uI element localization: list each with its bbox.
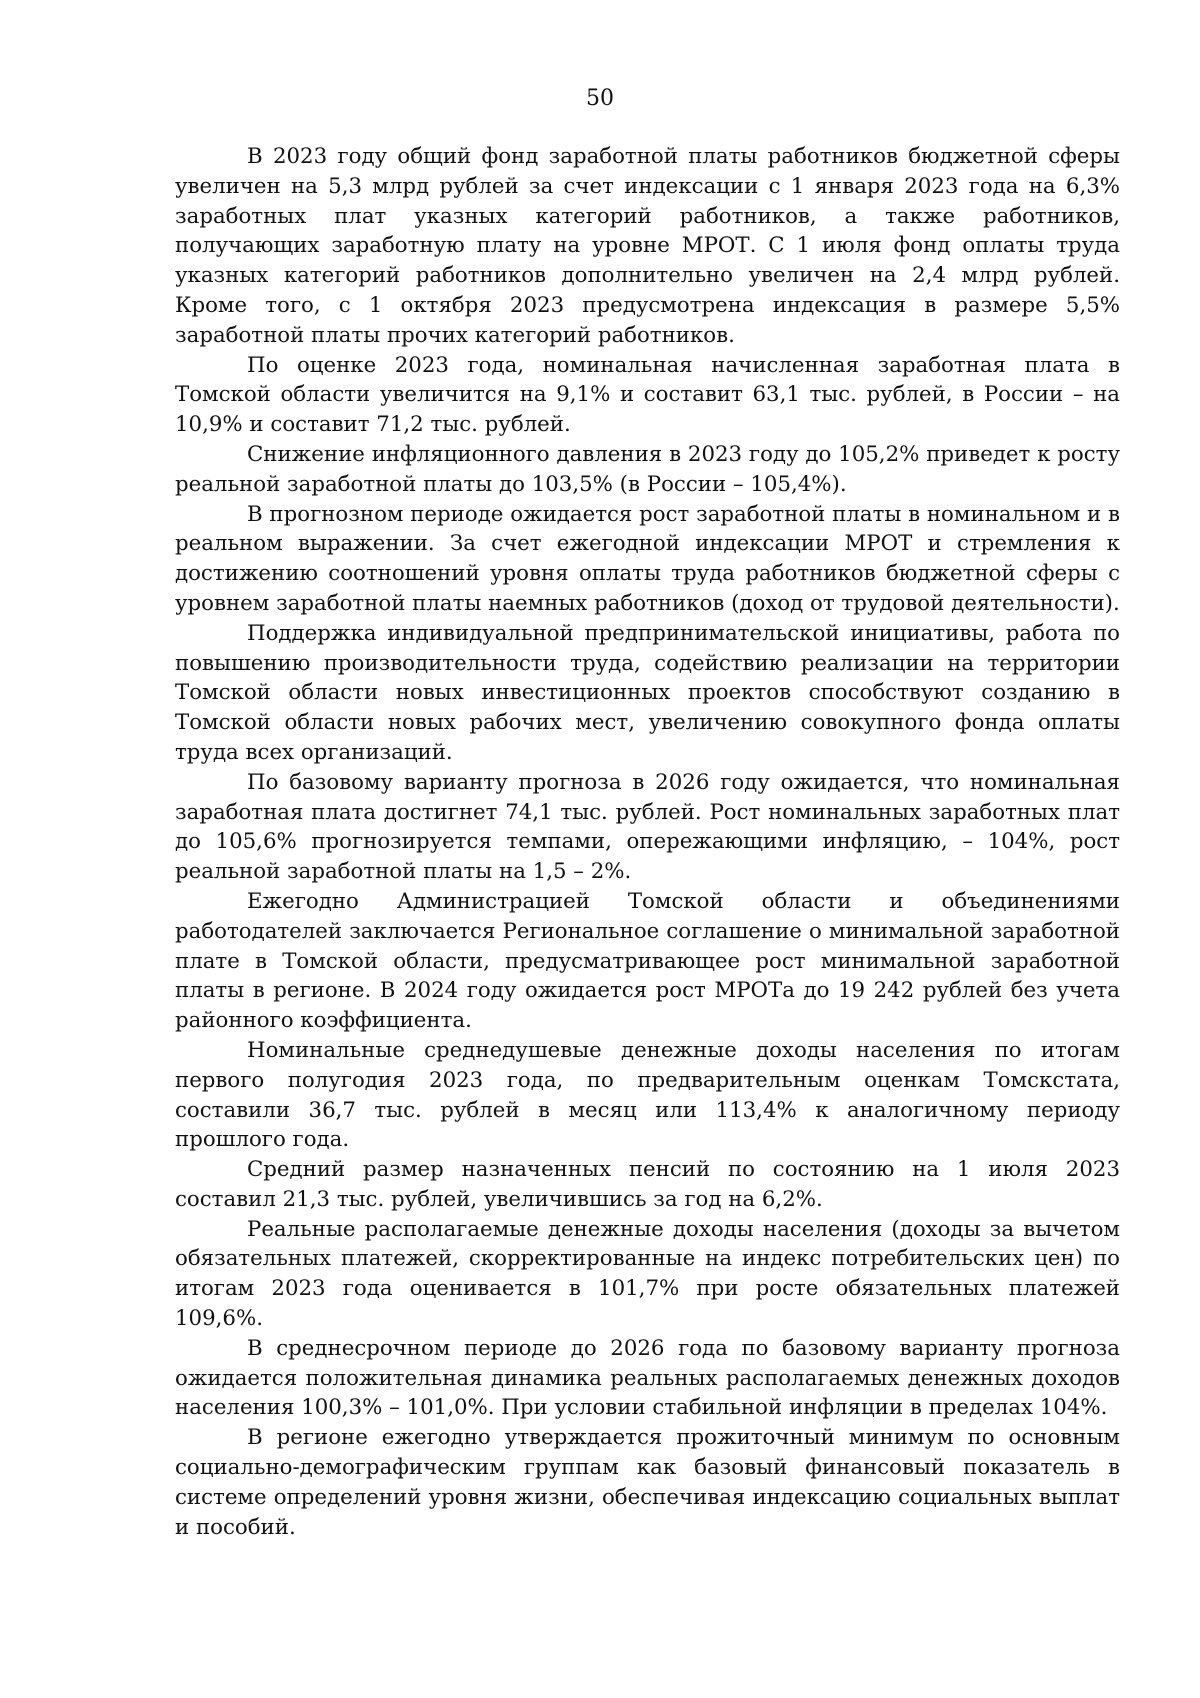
paragraph-subsistence-minimum: В регионе ежегодно утверждается прожиточный минимум по основным социально-демографическим группам как базовый финансовый показатель в системе определений уровня жизни, обеспечивая индексацию социальных выплат и пособий. [175,1425,1120,1540]
paragraph-medium-term-dynamics: В среднесрочном периоде до 2026 года по базовому варианту прогноза ожидается положительная динамика реальных располагаемых денежных доходов населения 100,3% – 101,0%. При условии стабильной инфляции в пределах 104%. [175,1335,1120,1421]
paragraph-wage-fund-2023: В 2023 году общий фонд заработной платы работников бюджетной сферы увеличен на 5,3 млрд рублей за счет индексации с 1 января 2023 года на 6,3% заработных плат указных категорий работников, а также работников, получающих заработную плату на уровне МРОТ. С 1 июля фонд оплаты труда указных категорий работников дополнительно увеличен на 2,4 млрд рублей. Кроме того, с 1 октября 2023 предусмотрена индексация в размере 5,5% заработной платы прочих категорий работников. [175,144,1120,348]
paragraph-nominal-wage-estimate: По оценке 2023 года, номинальная начисленная заработная плата в Томской области увеличится на 9,1% и составит 63,1 тыс. рублей, в России – на 10,9% и составит 71,2 тыс. рублей. [175,352,1120,438]
paragraph-regional-agreement: Ежегодно Администрацией Томской области и объединениями работодателей заключается Региональное соглашение о минимальной заработной плате в Томской области, предусматривающее рост минимальной заработной платы в регионе. В 2024 году ожидается рост МРОТа до 19 242 рублей без учета районного коэффициента. [175,888,1120,1034]
paragraph-per-capita-income: Номинальные среднедушевые денежные доходы населения по итогам первого полугодия 2023 года, по предварительным оценкам Томскстата, составили 36,7 тыс. рублей в месяц или 113,4% к аналогичному периоду прошлого года. [175,1037,1120,1153]
document-body [175,142,1120,1542]
paragraph-inflation-real-wage: Снижение инфляционного давления в 2023 году до 105,2% приведет к росту реальной заработной платы до 103,5% (в России – 105,4%). [175,441,1120,497]
paragraph-entrepreneurship-support: Поддержка индивидуальной предпринимательской инициативы, работа по повышению производительности труда, содействию реализации на территории Томской области новых инвестиционных проектов способствуют созданию в Томской области новых рабочих мест, увеличению совокупного фонда оплаты труда всех организаций. [175,620,1120,765]
paragraph-pensions: Средний размер назначенных пенсий по состоянию на 1 июля 2023 составил 21,3 тыс. рублей, увеличившись за год на 6,2%. [175,1157,1120,1212]
page-number: 50 [586,86,614,111]
paragraph-base-forecast-2026: По базовому варианту прогноза в 2026 году ожидается, что номинальная заработная плата достигнет 74,1 тыс. рублей. Рост номинальных заработных плат до 105,6% прогнозируется темпами, опережающими инфляцию, – 104%, рост реальной заработной платы на 1,5 – 2%. [175,769,1120,885]
paragraph-forecast-period: В прогнозном периоде ожидается рост заработной платы в номинальном и в реальном выражении. За счет ежегодной индексации МРОТ и стремления к достижению соотношений уровня оплаты труда работников бюджетной сферы с уровнем заработной платы наемных работников (доход от трудовой деятельности). [175,501,1120,616]
paragraph-real-disposable-income: Реальные располагаемые денежные доходы населения (доходы за вычетом обязательных платежей, скорректированные на индекс потребительских цен) по итогам 2023 года оценивается в 101,7% при росте обязательных платежей 109,6%. [175,1216,1120,1332]
